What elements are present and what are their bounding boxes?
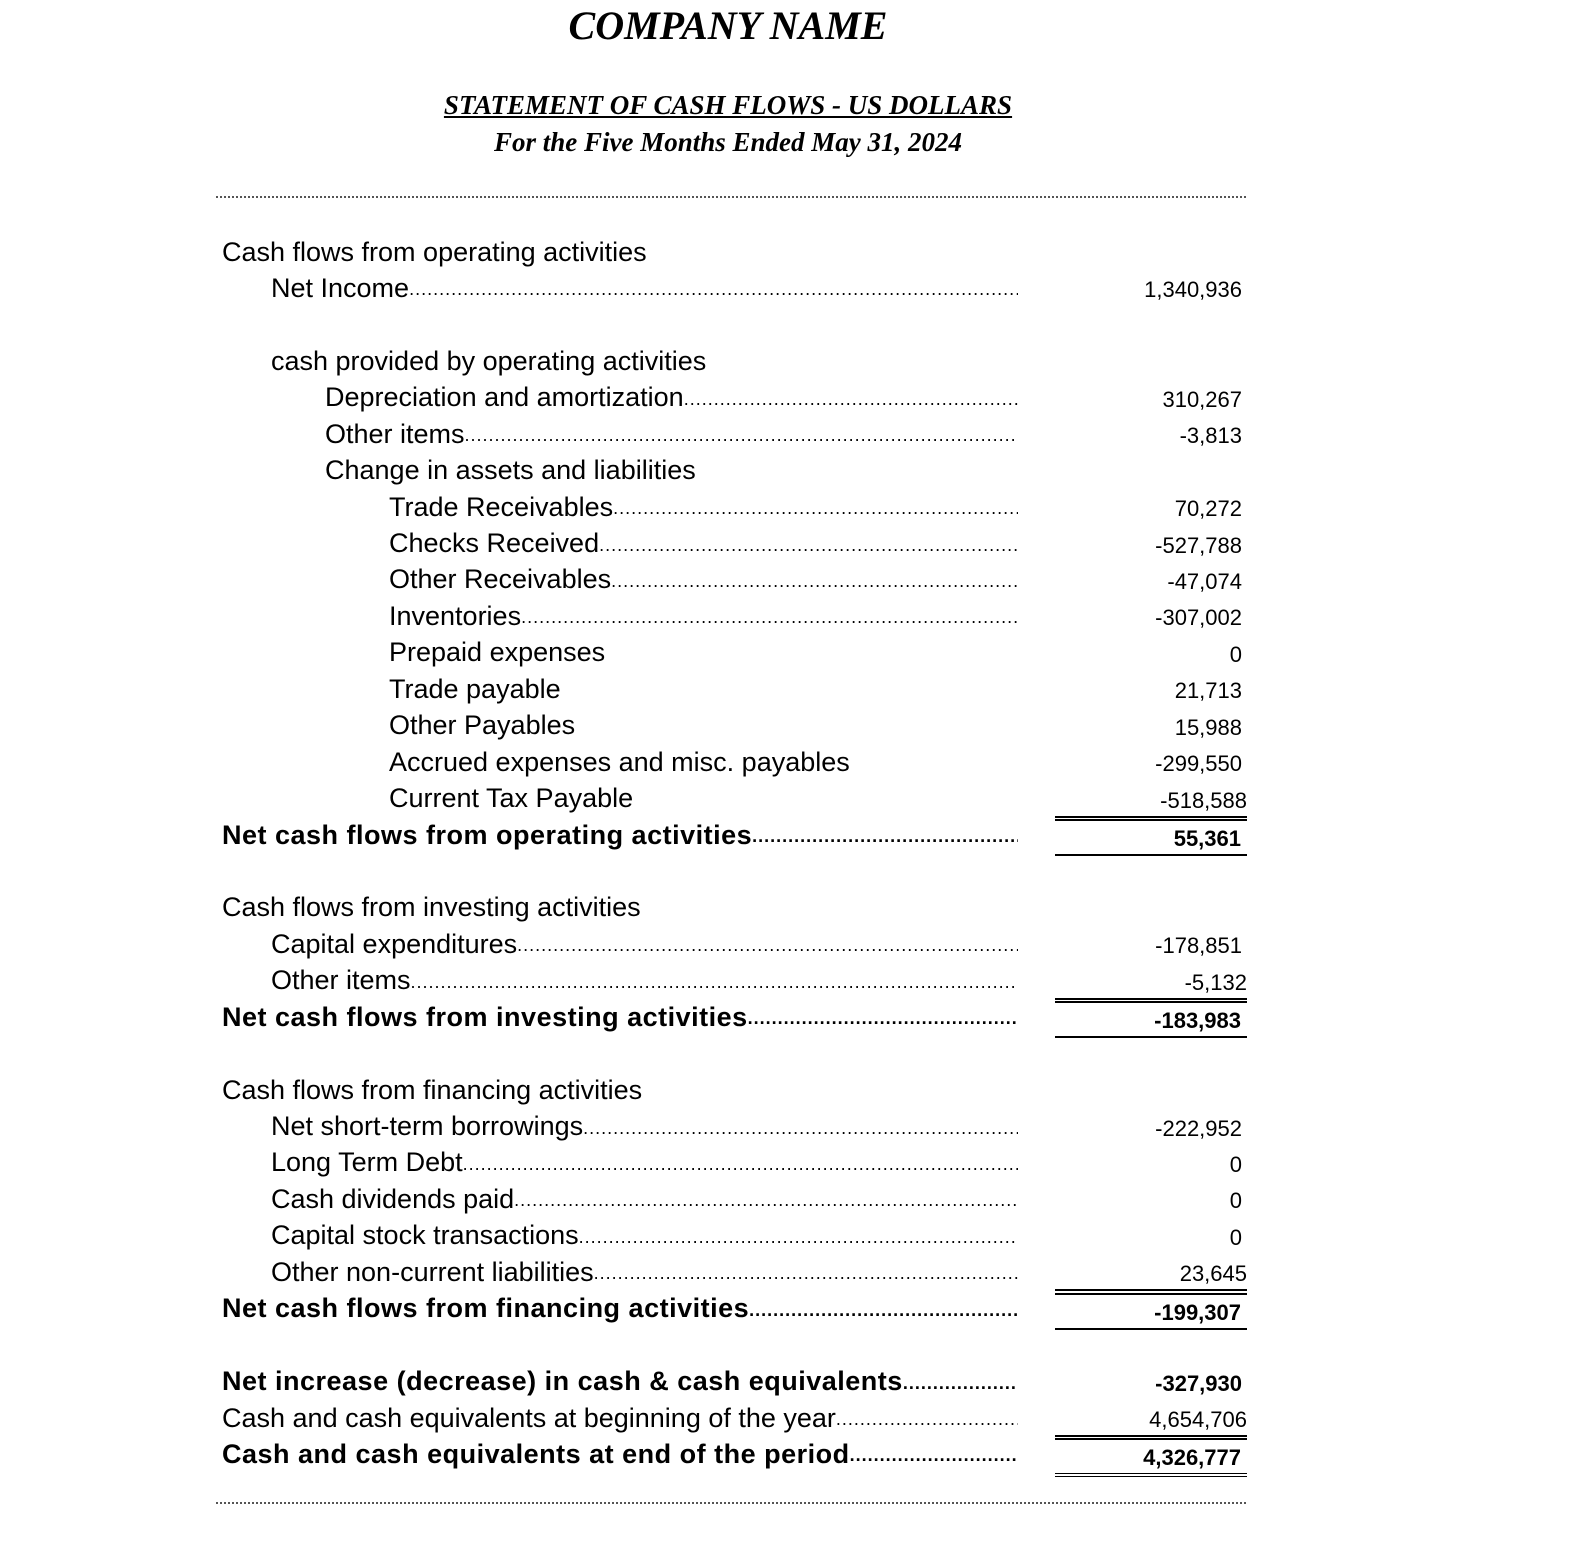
amount-value: -3,813 <box>1179 423 1242 449</box>
row-amount <box>1055 1293 1247 1330</box>
row-label-text: Capital stock transactions <box>271 1220 579 1251</box>
total-row <box>0 999 1588 1035</box>
row-label <box>271 1109 1018 1145</box>
company-name: COMPANY NAME <box>568 3 888 48</box>
row-label-text: Accrued expenses and misc. payables <box>389 746 850 777</box>
row-label <box>271 963 1018 999</box>
row-label <box>271 1254 1018 1290</box>
row-amount <box>1055 1220 1242 1253</box>
dot-leader <box>599 535 1018 556</box>
row-label <box>389 781 1018 817</box>
row-amount <box>1055 491 1242 524</box>
row-label-text: Net short-term borrowings <box>271 1111 584 1141</box>
dot-leader <box>579 1227 1018 1248</box>
row-amount <box>1055 528 1242 561</box>
table-row <box>0 1181 1588 1217</box>
row-amount <box>1055 710 1242 743</box>
amount-value: -518,588 <box>1160 787 1247 813</box>
row-amount <box>1055 382 1242 415</box>
row-label <box>271 343 1018 379</box>
table-row <box>0 744 1588 780</box>
row-label <box>389 635 1018 671</box>
table-row <box>0 635 1588 671</box>
row-label <box>389 708 1018 744</box>
table-row <box>0 526 1588 562</box>
row-label-text: Other items <box>271 965 411 996</box>
total-row <box>0 817 1588 853</box>
statement-period: For the Five Months Ended May 31, 2024 <box>493 127 963 157</box>
row-label <box>271 1218 1018 1254</box>
row-label-text: Net cash flows from financing activities <box>222 1293 750 1324</box>
row-label-text: Change in assets and liabilities <box>325 455 696 486</box>
row-amount <box>1055 272 1242 305</box>
row-label-text: Net cash flows from investing activities <box>222 1001 748 1032</box>
row-label <box>222 234 1018 270</box>
row-label-text: Cash flows from investing activities <box>222 892 641 923</box>
amount-value: -199,307 <box>1154 1299 1241 1325</box>
row-label <box>222 1291 1018 1327</box>
dot-leader <box>903 1373 1018 1394</box>
row-label <box>271 1181 1018 1217</box>
row-amount <box>1055 1256 1247 1291</box>
table-row <box>0 926 1588 962</box>
table-row <box>0 1072 1588 1108</box>
row-label-text: Other Payables <box>389 710 576 741</box>
row-label-text: Inventories <box>389 600 522 631</box>
row-label <box>271 270 1018 306</box>
row-amount <box>1055 928 1242 961</box>
row-amount <box>1055 637 1242 670</box>
spacer-row <box>0 1036 1588 1072</box>
statement-title: STATEMENT OF CASH FLOWS - US DOLLARS <box>443 90 1013 120</box>
table-row <box>0 1254 1588 1290</box>
table-row <box>0 1145 1588 1181</box>
dot-leader <box>514 1190 1018 1211</box>
amount-value: 0 <box>1229 1188 1242 1214</box>
row-label-text: Cash and cash equivalents at beginning of the year <box>222 1402 836 1433</box>
row-amount <box>1055 1183 1242 1216</box>
row-label <box>389 489 1018 525</box>
amount-value: -5,132 <box>1184 969 1247 995</box>
amount-value: 21,713 <box>1174 678 1242 704</box>
dot-leader <box>749 1300 1018 1321</box>
table-row <box>0 343 1588 379</box>
amount-value: 0 <box>1229 1224 1242 1250</box>
dot-leader <box>521 607 1018 628</box>
dot-leader <box>752 826 1018 847</box>
row-label-text: Current Tax Payable <box>389 783 634 814</box>
bottom-divider <box>216 1502 1246 1504</box>
amount-value: -527,788 <box>1155 532 1242 558</box>
table-row <box>0 416 1588 452</box>
row-amount <box>1055 673 1242 706</box>
amount-value: 70,272 <box>1174 496 1242 522</box>
row-label-text: Long Term Debt <box>271 1147 463 1178</box>
row-label <box>222 890 1018 926</box>
amount-value: 1,340,936 <box>1144 277 1242 303</box>
row-label-text: Net cash flows from operating activities <box>222 819 753 850</box>
row-label <box>222 1400 1018 1436</box>
row-label-text: cash provided by operating activities <box>271 345 707 376</box>
row-label <box>325 453 1018 489</box>
amount-value: -327,930 <box>1155 1370 1242 1396</box>
row-label <box>389 562 1018 598</box>
table-row <box>0 1400 1588 1436</box>
row-amount <box>1055 1438 1247 1477</box>
amount-value: 4,326,777 <box>1143 1445 1241 1471</box>
row-amount <box>1055 1147 1242 1180</box>
table-row <box>0 1218 1588 1254</box>
row-label <box>222 1072 1018 1108</box>
dot-leader <box>748 1008 1018 1029</box>
row-label <box>222 1364 1018 1400</box>
dot-leader <box>613 498 1018 519</box>
row-label-text: Cash flows from operating activities <box>222 236 647 267</box>
cash-flow-table <box>0 234 1588 1473</box>
row-label <box>325 416 1018 452</box>
row-label <box>222 999 1018 1035</box>
row-label <box>271 926 1018 962</box>
row-amount <box>1055 1366 1242 1399</box>
row-amount <box>1055 783 1247 818</box>
dot-leader <box>594 1263 1018 1284</box>
amount-value: 310,267 <box>1162 386 1242 412</box>
row-label-text: Other non-current liabilities <box>271 1256 594 1287</box>
row-label-text: Cash and cash equivalents at end of the period <box>222 1438 850 1469</box>
table-row <box>0 963 1588 999</box>
amount-value: -183,983 <box>1154 1008 1241 1034</box>
amount-value: 55,361 <box>1173 826 1241 851</box>
row-amount <box>1055 819 1247 856</box>
row-label-text: Trade Receivables <box>389 491 614 522</box>
row-label <box>222 817 1018 853</box>
row-label-text: Checks Received <box>389 528 600 558</box>
row-label-text: Depreciation and amortization <box>325 382 684 413</box>
amount-value: -307,002 <box>1155 605 1242 631</box>
amount-value: 0 <box>1229 641 1242 667</box>
top-divider <box>216 196 1246 198</box>
total-row <box>0 1291 1588 1327</box>
row-label <box>389 671 1018 707</box>
table-row <box>0 708 1588 744</box>
dot-leader <box>836 1409 1018 1430</box>
amount-value: 23,645 <box>1179 1261 1247 1287</box>
spacer-row <box>0 853 1588 889</box>
row-label <box>222 1436 1018 1472</box>
row-amount <box>1055 600 1242 633</box>
amount-value: -299,550 <box>1155 751 1242 777</box>
table-row <box>0 489 1588 525</box>
row-label-text: Cash flows from financing activities <box>222 1074 643 1105</box>
row-amount <box>1055 1402 1247 1437</box>
row-label-text: Other items <box>325 418 465 449</box>
total-row <box>0 1436 1588 1472</box>
dot-leader <box>409 279 1018 300</box>
row-label-text: Other Receivables <box>389 564 612 595</box>
row-amount <box>1055 746 1242 779</box>
spacer-row <box>0 307 1588 343</box>
dot-leader <box>465 425 1018 446</box>
row-amount <box>1055 418 1242 451</box>
amount-value: -47,074 <box>1167 568 1242 594</box>
row-amount <box>1055 965 1247 1000</box>
row-amount <box>1055 564 1242 597</box>
amount-value: 4,654,706 <box>1149 1407 1247 1432</box>
row-label-text: Net Income <box>271 272 410 303</box>
table-row <box>0 562 1588 598</box>
dot-leader <box>411 972 1018 993</box>
row-label <box>389 598 1018 634</box>
dot-leader <box>850 1445 1018 1466</box>
row-label-text: Capital expenditures <box>271 928 518 959</box>
total-row <box>0 1364 1588 1400</box>
row-label <box>389 744 1018 780</box>
amount-value: 15,988 <box>1174 714 1242 740</box>
row-label-text: Cash dividends paid <box>271 1183 515 1214</box>
dot-leader <box>517 935 1018 956</box>
amount-value: 0 <box>1229 1151 1242 1177</box>
dot-leader <box>684 389 1018 410</box>
row-label <box>389 526 1018 562</box>
table-row <box>0 453 1588 489</box>
table-row <box>0 598 1588 634</box>
table-row <box>0 890 1588 926</box>
row-label <box>325 380 1018 416</box>
row-label-text: Trade payable <box>389 673 561 704</box>
table-row <box>0 234 1588 270</box>
row-label <box>271 1145 1018 1181</box>
row-label-text: Net increase (decrease) in cash & cash equivalents <box>222 1366 903 1397</box>
row-label-text: Prepaid expenses <box>389 637 606 668</box>
spacer-row <box>0 1327 1588 1363</box>
dot-leader <box>583 1118 1018 1139</box>
table-row <box>0 270 1588 306</box>
amount-value: -178,851 <box>1155 933 1242 959</box>
amount-value: -222,952 <box>1155 1115 1242 1141</box>
table-row <box>0 1109 1588 1145</box>
table-row <box>0 781 1588 817</box>
table-row <box>0 671 1588 707</box>
row-amount <box>1055 1001 1247 1038</box>
dot-leader <box>463 1154 1018 1175</box>
table-row <box>0 380 1588 416</box>
dot-leader <box>611 571 1018 592</box>
row-amount <box>1055 1111 1242 1144</box>
